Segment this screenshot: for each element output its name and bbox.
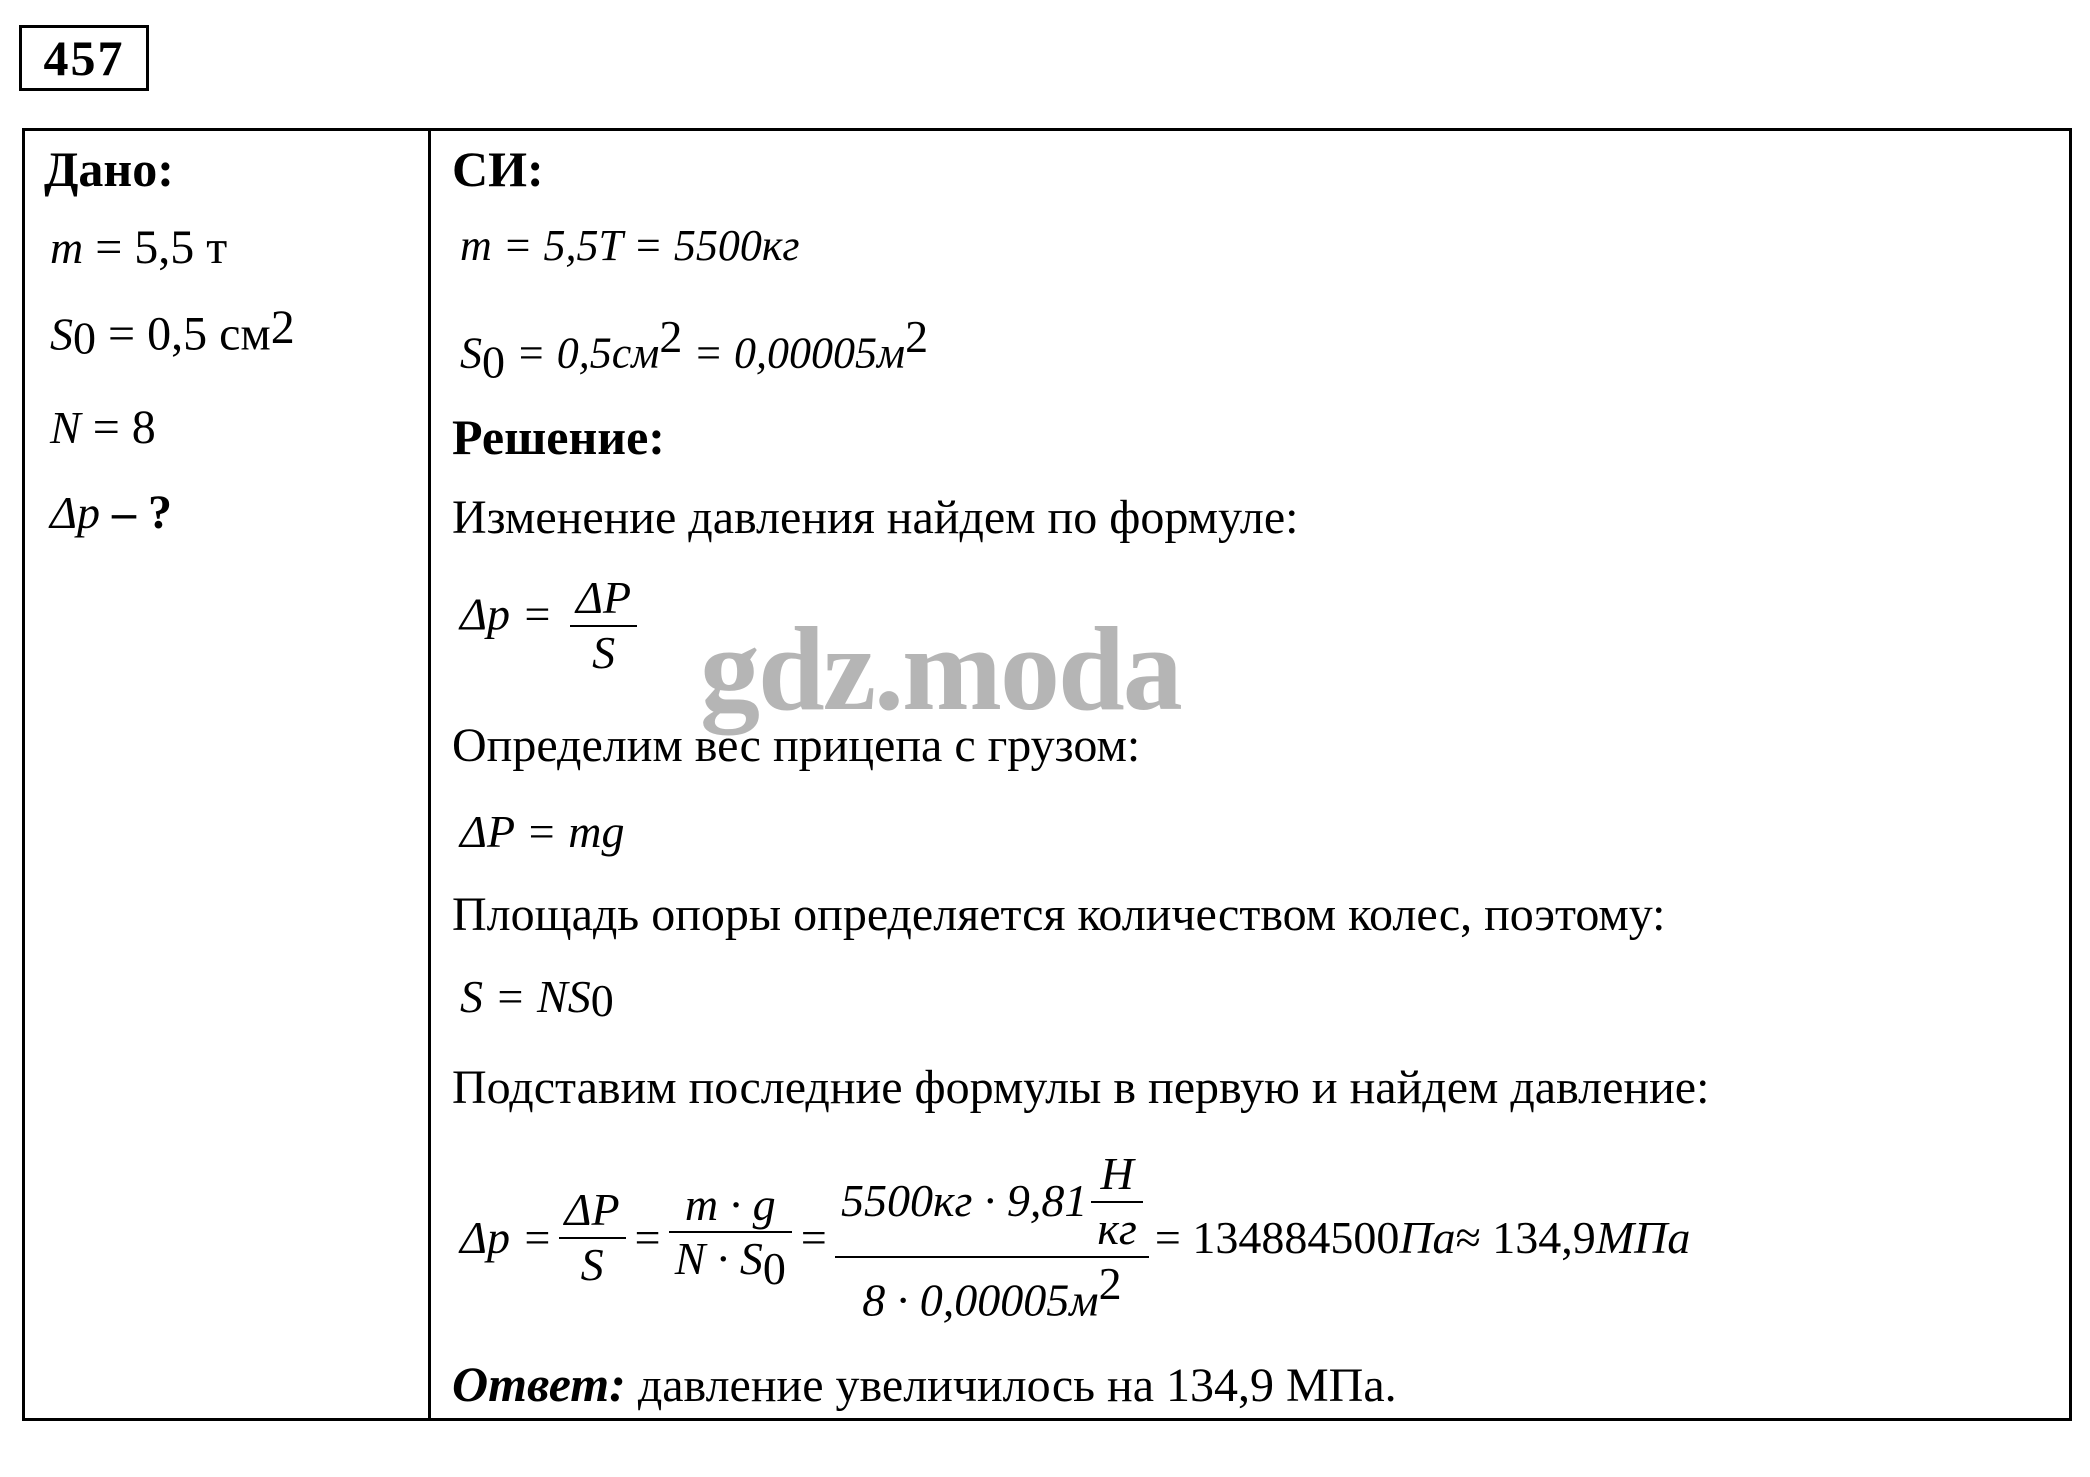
si-area-power1: 2 bbox=[659, 311, 683, 362]
problem-number: 457 bbox=[19, 25, 149, 91]
given-unknown-question: – ? bbox=[100, 486, 172, 539]
si-area-end: = 0,00005м bbox=[682, 328, 906, 378]
si-area-power2: 2 bbox=[905, 311, 929, 362]
solution-text-2: Определим вес прицепа с грузом: bbox=[452, 719, 1141, 772]
formula-4-unit-fraction bbox=[1091, 1148, 1142, 1256]
formula-1 bbox=[460, 572, 643, 680]
formula-4-left: Δp = bbox=[460, 1212, 553, 1263]
formula-4-fraction-3-den-pow: 2 bbox=[1098, 1257, 1122, 1309]
formula-4-fraction-3 bbox=[835, 1148, 1149, 1327]
formula-4-result-d: МПа bbox=[1595, 1212, 1691, 1263]
formula-4-fraction-3-den bbox=[835, 1258, 1149, 1327]
formula-4-fraction-2-den-sub: 0 bbox=[762, 1243, 786, 1295]
given-unknown bbox=[50, 485, 172, 540]
si-area-subscript: 0 bbox=[482, 336, 505, 388]
formula-4-fraction-3-den-main: 8 · 0,00005м bbox=[862, 1274, 1099, 1326]
formula-4 bbox=[460, 1145, 1690, 1330]
formula-4-unit-den: кг bbox=[1097, 1202, 1137, 1254]
answer-text: давление увеличилось на 134,9 МПа. bbox=[625, 1359, 1397, 1412]
given-area-value: = 0,5 см bbox=[96, 307, 271, 361]
solution-text-3: Площадь опоры определяется количеством колес, поэтому: bbox=[452, 888, 1666, 941]
formula-4-fraction-2-num: m · g bbox=[669, 1179, 792, 1234]
given-mass bbox=[50, 220, 227, 275]
solution-header: Решение: bbox=[452, 409, 665, 465]
formula-1-numerator: ΔP bbox=[570, 572, 637, 627]
solution-text-1: Изменение давления найдем по формуле: bbox=[452, 491, 1299, 544]
answer-line bbox=[452, 1355, 1397, 1413]
column-divider bbox=[428, 128, 431, 1421]
formula-4-result-b: Па bbox=[1399, 1212, 1456, 1263]
watermark: gdz.moda bbox=[700, 602, 1181, 735]
formula-3 bbox=[460, 970, 614, 1027]
solution-text-4: Подставим последние формулы в первую и найдем давление: bbox=[452, 1061, 1710, 1114]
formula-2: ΔP = mg bbox=[460, 806, 625, 857]
given-count-value: = 8 bbox=[80, 401, 156, 454]
formula-4-fraction-3-num bbox=[835, 1148, 1149, 1258]
formula-4-fraction-2-den bbox=[669, 1233, 792, 1296]
formula-3-main: S = NS bbox=[460, 971, 591, 1022]
given-mass-symbol: m bbox=[50, 222, 84, 273]
formula-3-subscript: 0 bbox=[590, 975, 614, 1027]
given-mass-value: = 5,5 т bbox=[83, 221, 228, 274]
given-area-symbol: S bbox=[50, 308, 73, 360]
si-area-line bbox=[460, 310, 928, 388]
given-area bbox=[50, 300, 295, 365]
answer-label: Ответ: bbox=[452, 1356, 626, 1412]
formula-4-fraction-2 bbox=[669, 1179, 792, 1297]
formula-4-result-a: = 134884500 bbox=[1154, 1212, 1400, 1263]
formula-1-fraction bbox=[570, 572, 637, 680]
formula-4-result-c: ≈ 134,9 bbox=[1455, 1212, 1596, 1263]
given-area-power: 2 bbox=[270, 301, 295, 354]
given-area-subscript: 0 bbox=[73, 312, 96, 364]
si-area-mid: = 0,5см bbox=[505, 328, 660, 378]
formula-1-denominator: S bbox=[592, 626, 616, 678]
given-unknown-symbol: Δp bbox=[50, 487, 100, 538]
given-count bbox=[50, 400, 156, 455]
formula-4-fraction-1 bbox=[559, 1184, 626, 1292]
formula-1-left: Δp = bbox=[460, 588, 565, 640]
formula-4-unit-num: Н bbox=[1091, 1148, 1142, 1203]
formula-4-fraction-2-den-main: N · S bbox=[674, 1233, 763, 1285]
formula-4-eq-1: = bbox=[631, 1212, 663, 1263]
given-header: Дано: bbox=[44, 141, 174, 197]
formula-4-eq-2: = bbox=[797, 1212, 829, 1263]
si-mass-line: m = 5,5T = 5500кг bbox=[460, 221, 800, 270]
formula-4-fraction-1-den: S bbox=[580, 1238, 604, 1290]
formula-4-fraction-1-num: ΔP bbox=[559, 1184, 626, 1239]
given-count-symbol: N bbox=[50, 402, 81, 453]
si-header: СИ: bbox=[452, 141, 544, 197]
si-area-symbol: S bbox=[460, 328, 482, 378]
formula-4-fraction-3-num-value: 5500кг · 9,81 bbox=[840, 1175, 1088, 1227]
